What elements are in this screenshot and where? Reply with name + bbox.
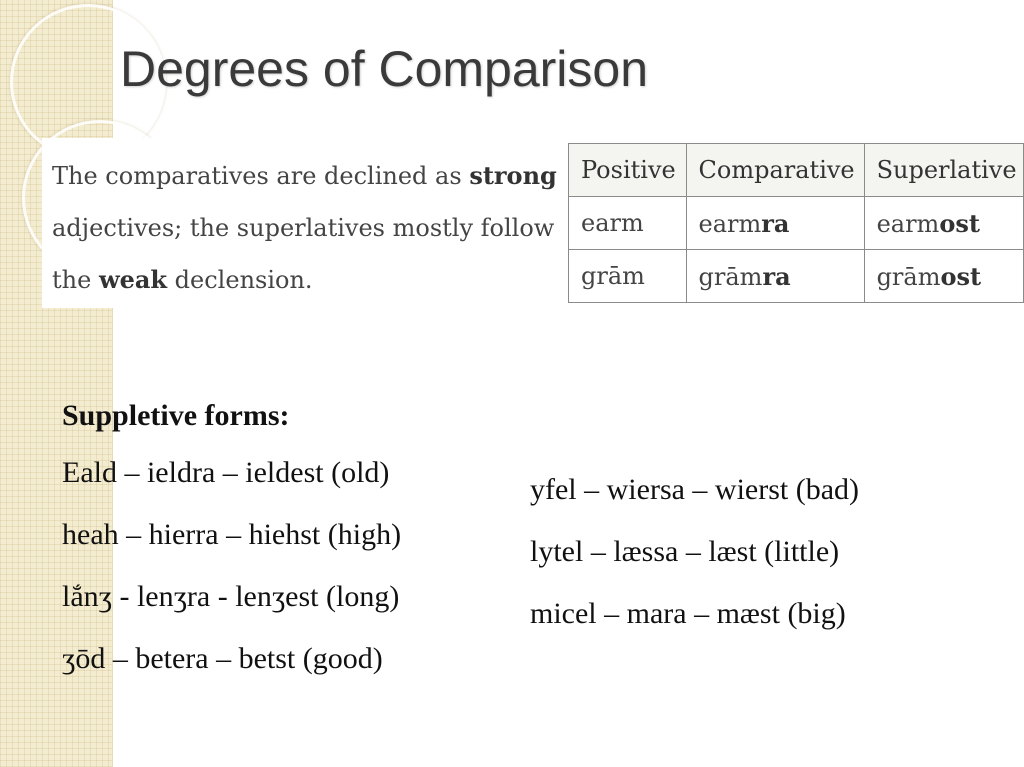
cell-superlative (864, 197, 1023, 250)
suppletive-form: lắnʒ - lenʒra - lenʒest (long) (62, 580, 400, 613)
cell-comparative (686, 250, 864, 303)
suppletive-form: ʒōd – betera – betst (good) (62, 642, 383, 675)
suppletive-form: Eald – ieldra – ieldest (old) (62, 456, 390, 489)
slide-title: Degrees of Comparison (120, 41, 649, 97)
intro-text: declension. (167, 266, 313, 294)
word-root: earm (698, 209, 762, 238)
table-row (569, 250, 1024, 303)
table-row (569, 197, 1024, 250)
intro-line (52, 150, 562, 202)
intro-text: the (52, 266, 99, 294)
cell-comparative (686, 197, 864, 250)
cell-superlative (864, 250, 1023, 303)
intro-line: adjectives; the superlatives mostly follow (52, 214, 555, 242)
suppletive-heading: Suppletive forms: (62, 399, 290, 432)
intro-text: The comparatives are declined as (52, 162, 470, 190)
intro-line (52, 254, 562, 306)
table-header-row (569, 144, 1024, 197)
comparison-table (568, 143, 1024, 303)
word-suffix: ra (762, 261, 791, 291)
word-root: grām (581, 262, 645, 290)
suppletive-form: micel – mara – mæst (big) (530, 597, 846, 630)
suppletive-form: yfel – wiersa – wierst (bad) (530, 473, 860, 506)
word-root: earm (876, 209, 940, 238)
word-root: grām (698, 262, 763, 291)
word-suffix: ost (939, 208, 980, 238)
word-suffix: ost (940, 261, 982, 291)
word-root: grām (876, 262, 941, 291)
intro-text-image (42, 138, 562, 308)
intro-bold-term: strong (469, 161, 557, 190)
suppletive-form: heah – hierra – hiehst (high) (62, 518, 402, 551)
suppletive-forms-right (530, 459, 859, 645)
suppletive-form: lytel – læssa – læst (little) (530, 535, 840, 568)
cell-positive (569, 197, 687, 250)
suppletive-forms-left (62, 392, 401, 690)
column-header-comparative: Comparative (686, 144, 864, 197)
column-header-positive: Positive (569, 144, 687, 197)
word-suffix: ra (761, 208, 790, 238)
word-root: earm (581, 209, 644, 237)
column-header-superlative: Superlative (864, 144, 1023, 197)
cell-positive (569, 250, 687, 303)
intro-bold-term: weak (98, 265, 168, 294)
